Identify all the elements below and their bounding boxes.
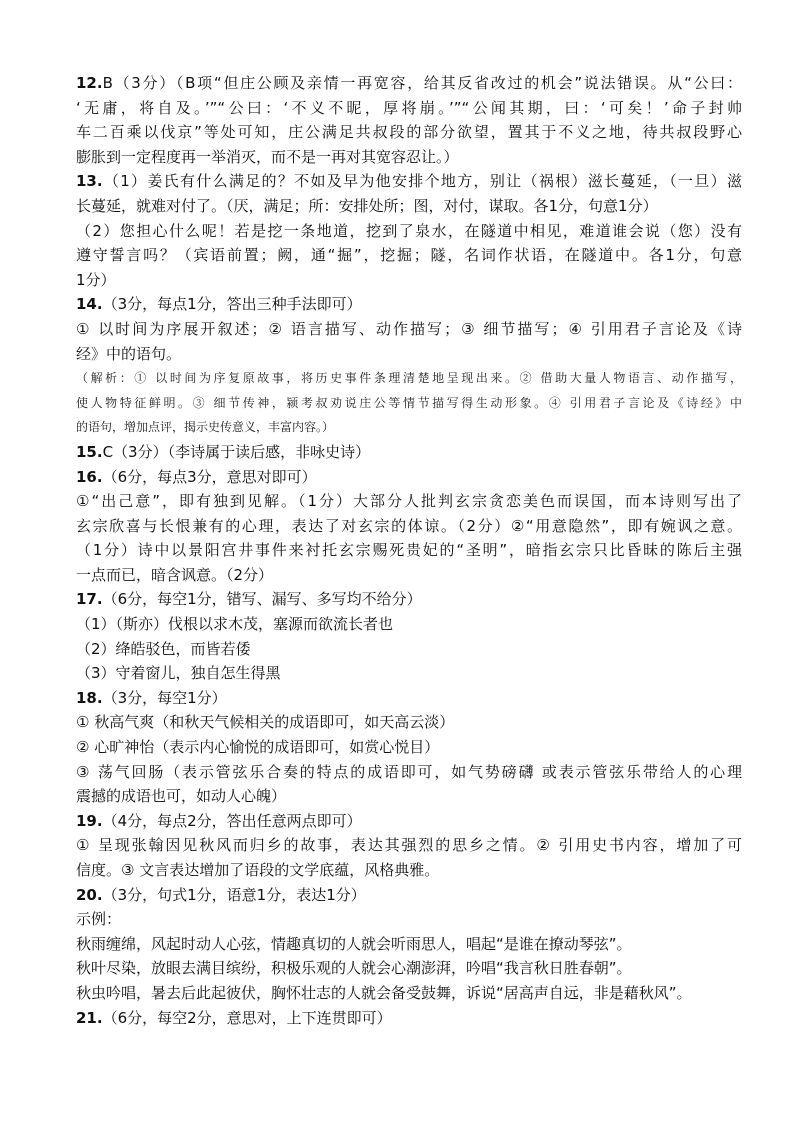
answer-line: 玄宗欣喜与长恨兼有的心理，表达了对玄宗的体谅。（2分）②“用意隐然”，即有婉讽之意。 [76, 516, 742, 535]
question-number: 16. [76, 467, 103, 486]
answer-line: 秋叶尽染，放眼去满目缤纷，积极乐观的人就会心潮澎湃，吟唱“我言秋日胜春朝”。 [76, 959, 632, 978]
answer-line: ③ 荡气回肠（表示管弦乐合奏的特点的成语即可，如气势磅礴 或表示管弦乐带给人的心理 [76, 762, 742, 781]
answer-line: 震撼的成语也可，如动人心魄） [76, 787, 287, 806]
answer-line: 膨胀到一定程度再一举消灭，而不是一再对其宽容忍让。） [76, 147, 459, 166]
answer-line: 遵守誓言吗？（宾语前置；阙，通“掘”，挖掘；隧，名词作状语，在隧道中。各1分，句意 [76, 246, 742, 265]
answer-line: 一点而已，暗含讽意。（2分） [76, 565, 274, 584]
answer-line: （3）守着窗儿，独自怎生得黑 [76, 664, 281, 683]
question-number: 20. [76, 885, 103, 904]
question-number: 12. [76, 74, 103, 92]
answer-line: 长蔓延，就难对付了。（厌，满足；所：安排处所；图，对付，谋取。各1分，句意1分） [76, 196, 658, 215]
answer-content [76, 71, 742, 1030]
answer-17 [76, 587, 742, 685]
question-number: 21. [76, 1008, 103, 1027]
answer-12 [76, 71, 742, 169]
answer-19 [76, 809, 742, 883]
answer-line: ①“出己意”，即有独到见解。（1分）大部分人批判玄宗贪恋美色而误国，而本诗则写出了 [76, 492, 742, 511]
answer-16 [76, 465, 742, 588]
answer-line: 秋虫吟唱，暑去后此起彼伏，胸怀壮志的人就会备受鼓舞，诉说“居高声自远，非是藉秋风”。 [76, 983, 692, 1002]
answer-line: 20.（3分，句式1分，语意1分，表达1分） [76, 885, 366, 904]
answer-line: 12.B（3分）（B项“但庄公顾及亲情一再宽容，给其反省改过的机会”说法错误。从“公曰： [76, 74, 742, 92]
question-number: 19. [76, 811, 103, 830]
answer-line: （2）您担心什么呢！若是挖一条地道，挖到了泉水，在隧道中相见，难道谁会说（您）没有 [76, 221, 742, 240]
answer-line: ① 秋高气爽（和秋天气候相关的成语即可，如天高云淡） [76, 713, 455, 732]
answer-line: 15.C（3分）（李诗属于读后感，非咏史诗） [76, 442, 371, 461]
answer-21 [76, 1006, 742, 1031]
answer-line: （2）绛皓驳色，而皆若倭 [76, 639, 251, 658]
answer-line: ‘无庸，将自及。’”“公曰：‘不义不昵，厚将崩。’”“公闻其期，曰：‘可矣！’命子封帅 [76, 98, 742, 117]
answer-line: 1分） [76, 270, 116, 289]
answer-line: （1分）诗中以景阳宫井事件来衬托玄宗赐死贵妃的“圣明”，暗指玄宗只比昏昧的陈后主强 [76, 541, 742, 560]
answer-line: 车二百乘以伐京”等处可知，庄公满足共叔段的部分欲望，置其于不义之地，待共叔段野心 [76, 123, 742, 142]
answer-line: ① 以时间为序展开叙述；② 语言描写、动作描写；③ 细节描写；④ 引用君子言论及《诗 [76, 319, 742, 338]
answer-line: （1）（斯亦）伐根以求木茂，塞源而欲流长者也 [76, 615, 394, 634]
answer-18 [76, 686, 742, 809]
answer-14 [76, 292, 742, 440]
answer-line: 秋雨缠绵，风起时动人心弦，情趣真切的人就会听雨思人，唱起“是谁在撩动琴弦”。 [76, 934, 632, 953]
answer-line: 16.（6分，每点3分，意思对即可） [76, 467, 317, 486]
answer-line: 21.（6分，每空2分，意思对，上下连贯即可） [76, 1008, 392, 1027]
answer-line: 信度。③ 文言表达增加了语段的文学底蕴，风格典雅。 [76, 861, 440, 879]
analysis-note-line: （解析：① 以时间为序复原故事，将历史事件条理清楚地呈现出来。② 借助大量人物语言、动作描写， [76, 371, 742, 386]
answer-line: 17.（6分，每空1分，错写、漏写、多写均不给分） [76, 590, 422, 609]
answer-line: 经》中的语句。 [76, 344, 182, 363]
answer-line: ① 呈现张翰因见秋风而归乡的故事，表达其强烈的思乡之情。② 引用史书内容，增加了可 [76, 836, 742, 855]
answer-line: 18.（3分，每空1分） [76, 688, 227, 707]
analysis-note-line: 的语句，增加点评，揭示史传意义，丰富内容。） [76, 420, 335, 435]
question-number: 15. [76, 442, 103, 461]
answer-line: ② 心旷神怡（表示内心愉悦的成语即可，如赏心悦目） [76, 738, 440, 757]
question-number: 14. [76, 295, 103, 314]
analysis-note-line: 使人物特征鲜明。③ 细节传神，颍考叔劝说庄公等情节描写得生动形象。④ 引用君子言论及《诗经》中 [76, 395, 742, 410]
answer-line: 示例： [76, 910, 122, 929]
answer-15 [76, 440, 742, 465]
question-number: 13. [76, 172, 103, 191]
answer-line: 19.（4分，每点2分，答出任意两点即可） [76, 811, 362, 830]
question-number: 17. [76, 590, 103, 609]
question-number: 18. [76, 688, 103, 707]
answer-20 [76, 883, 742, 1006]
answer-13 [76, 169, 742, 292]
answer-line: 14.（3分，每点1分，答出三种手法即可） [76, 295, 362, 314]
answer-line: 13.（1）姜氏有什么满足的？不如及早为他安排个地方，别让（祸根）滋长蔓延，（一旦）滋 [76, 172, 742, 191]
